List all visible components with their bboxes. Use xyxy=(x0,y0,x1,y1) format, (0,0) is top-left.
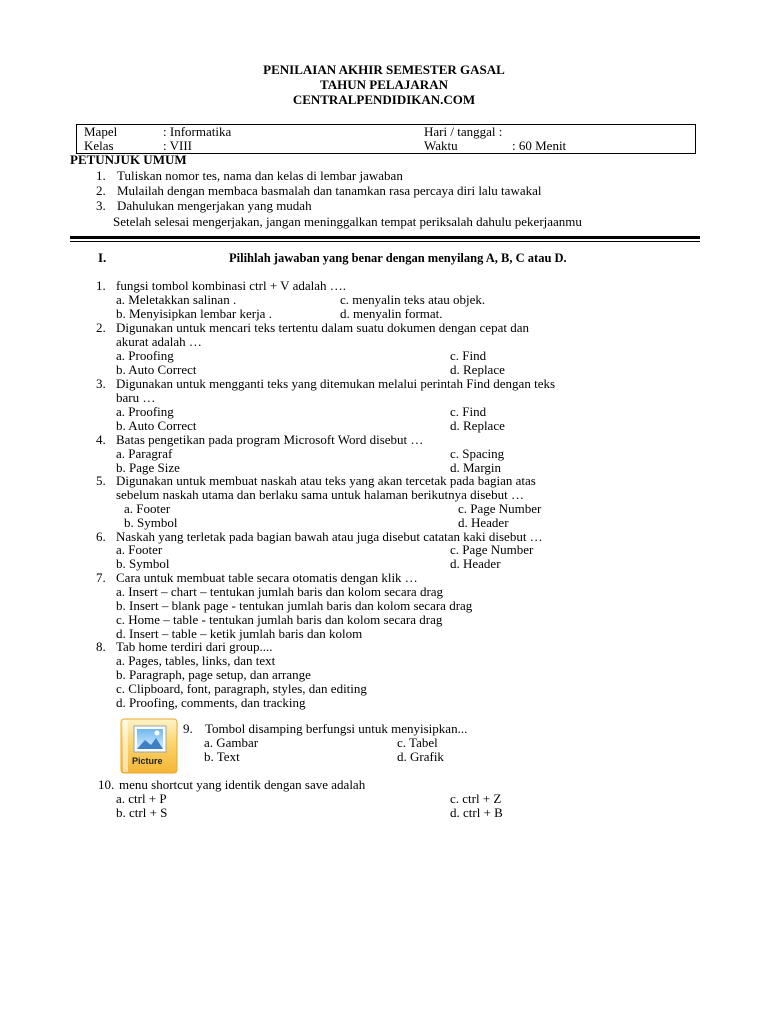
petunjuk-item-1: Tuliskan nomor tes, nama dan kelas di lembar jawaban xyxy=(117,168,403,183)
question-text: Digunakan untuk mencari teks tertentu dalam suatu dokumen dengan cepat dan xyxy=(116,320,529,335)
petunjuk-num-2: 2. xyxy=(96,183,106,198)
option-a: a. Proofing xyxy=(116,404,174,419)
option-a: a. Footer xyxy=(124,501,171,516)
doc-site: CENTRALPENDIDIKAN.COM xyxy=(292,92,476,107)
option-b: b. Auto Correct xyxy=(116,362,197,377)
option-a: a. Gambar xyxy=(204,735,259,750)
question-number: 2. xyxy=(96,320,106,335)
option-a: a. Footer xyxy=(116,542,163,557)
divider-thin xyxy=(70,241,700,242)
option-c: c. ctrl + Z xyxy=(450,791,502,806)
question-number: 10. xyxy=(98,777,115,792)
question-text: Tab home terdiri dari group.... xyxy=(116,639,273,654)
option-a: a. Insert – chart – tentukan jumlah baris dan kolom secara drag xyxy=(116,584,444,599)
option-b: b. Auto Correct xyxy=(116,418,197,433)
divider-thick xyxy=(70,236,700,239)
question-number: 5. xyxy=(96,473,106,488)
option-c: c. Page Number xyxy=(458,501,542,516)
option-c: c. Clipboard, font, paragraph, styles, dan editing xyxy=(116,681,367,696)
option-b: b. ctrl + S xyxy=(116,805,168,820)
option-c: c. Find xyxy=(450,348,487,363)
question-number: 1. xyxy=(96,278,106,293)
option-d: d. Grafik xyxy=(397,749,444,764)
option-b: b. Text xyxy=(204,749,240,764)
section-title: Pilihlah jawaban yang benar dengan menyilang A, B, C atau D. xyxy=(229,251,567,265)
kelas-value: : VIII xyxy=(163,138,193,153)
petunjuk-note: Setelah selesai mengerjakan, jangan meninggalkan tempat periksalah dahulu pekerjaanmu xyxy=(113,214,582,229)
question-text: menu shortcut yang identik dengan save adalah xyxy=(119,777,366,792)
question-text-cont: sebelum naskah utama dan berlaku sama untuk halaman berikutnya disebut … xyxy=(116,487,524,502)
question-text-cont: akurat adalah … xyxy=(116,334,202,349)
option-b: b. Symbol xyxy=(124,515,178,530)
option-d: d. menyalin format. xyxy=(340,306,443,321)
question-text: Naskah yang terletak pada bagian bawah atau juga disebut catatan kaki disebut … xyxy=(116,529,543,544)
question-text: Cara untuk membuat table secara otomatis dengan klik … xyxy=(116,570,418,585)
question-text: fungsi tombol kombinasi ctrl + V adalah …. xyxy=(116,278,346,293)
option-d: d. Header xyxy=(458,515,509,530)
question-number: 8. xyxy=(96,639,106,654)
waktu-value: : 60 Menit xyxy=(512,138,567,153)
option-a: a. Pages, tables, links, dan text xyxy=(116,653,276,668)
option-c: c. Spacing xyxy=(450,446,505,461)
option-d: d. Header xyxy=(450,556,501,571)
option-d: d. Replace xyxy=(450,418,505,433)
petunjuk-num-1: 1. xyxy=(96,168,106,183)
option-b: b. Page Size xyxy=(116,460,180,475)
question-number: 7. xyxy=(96,570,106,585)
picture-icon xyxy=(120,718,178,774)
petunjuk-item-3: Dahulukan mengerjakan yang mudah xyxy=(117,198,312,213)
doc-subtitle: TAHUN PELAJARAN xyxy=(320,77,448,92)
option-c: c. Page Number xyxy=(450,542,534,557)
question-text-cont: baru … xyxy=(116,390,156,405)
petunjuk-item-2: Mulailah dengan membaca basmalah dan tanamkan rasa percaya diri lalu tawakal xyxy=(117,183,542,198)
option-c: c. Tabel xyxy=(397,735,438,750)
hari-label: Hari / tanggal : xyxy=(424,124,503,139)
option-c: c. Home – table - tentukan jumlah baris dan kolom secara drag xyxy=(116,612,443,627)
option-d: d. Margin xyxy=(450,460,502,475)
question-number: 9. xyxy=(183,721,193,736)
option-a: a. Paragraf xyxy=(116,446,173,461)
question-text: Batas pengetikan pada program Microsoft Word disebut … xyxy=(116,432,424,447)
option-a: a. Meletakkan salinan . xyxy=(116,292,237,307)
question-text: Digunakan untuk mengganti teks yang ditemukan melalui perintah Find dengan teks xyxy=(116,376,556,391)
question-text: Tombol disamping berfungsi untuk menyisipkan... xyxy=(205,721,468,736)
option-d: d. ctrl + B xyxy=(450,805,503,820)
mapel-value: : Informatika xyxy=(163,124,232,139)
option-d: d. Insert – table – ketik jumlah baris dan kolom xyxy=(116,626,363,641)
kelas-label: Kelas xyxy=(84,138,114,153)
option-b: b. Paragraph, page setup, dan arrange xyxy=(116,667,311,682)
option-b: b. Symbol xyxy=(116,556,170,571)
question-number: 6. xyxy=(96,529,106,544)
question-text: Digunakan untuk membuat naskah atau teks yang akan tercetak pada bagian atas xyxy=(116,473,536,488)
section-number: I. xyxy=(98,250,107,265)
option-b: b. Menyisipkan lembar kerja . xyxy=(116,306,272,321)
petunjuk-num-3: 3. xyxy=(96,198,106,213)
question-number: 3. xyxy=(96,376,106,391)
option-a: a. Proofing xyxy=(116,348,174,363)
option-c: c. Find xyxy=(450,404,487,419)
question-number: 4. xyxy=(96,432,106,447)
petunjuk-title: PETUNJUK UMUM xyxy=(70,152,187,167)
option-d: d. Replace xyxy=(450,362,505,377)
mapel-label: Mapel xyxy=(84,124,118,139)
picture-label: Picture xyxy=(132,756,163,766)
doc-title: PENILAIAN AKHIR SEMESTER GASAL xyxy=(263,62,505,77)
option-a: a. ctrl + P xyxy=(116,791,167,806)
option-d: d. Proofing, comments, dan tracking xyxy=(116,695,306,710)
option-c: c. menyalin teks atau objek. xyxy=(340,292,486,307)
waktu-label: Waktu xyxy=(424,138,458,153)
option-b: b. Insert – blank page - tentukan jumlah baris dan kolom secara drag xyxy=(116,598,473,613)
